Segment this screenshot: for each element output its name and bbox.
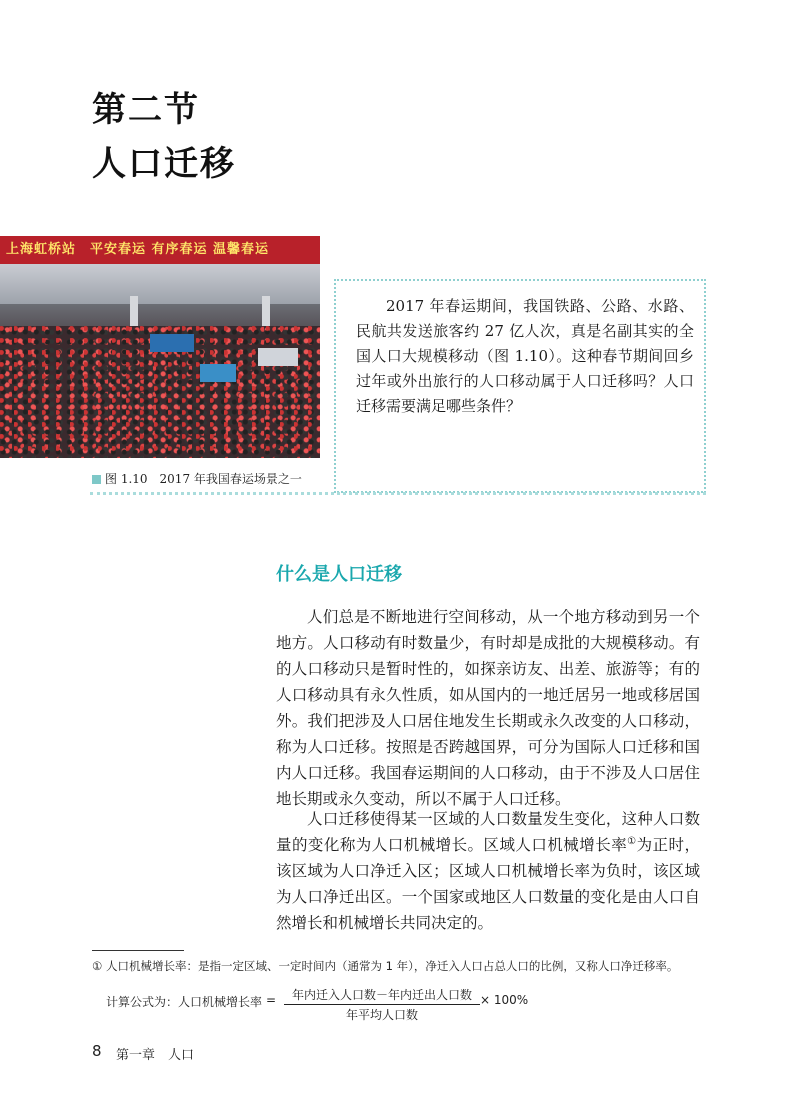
section-heading: 什么是人口迁移 <box>276 564 402 585</box>
chapter-label: 第一章 人口 <box>116 1048 195 1063</box>
page-title: 人口迁移 <box>92 144 236 184</box>
footnote-text: ① 人口机械增长率：是指一定区域、一定时间内（通常为 1 年），净迁入人口占总人口的比例，又称人口净迁移率。 <box>92 959 679 973</box>
photo-booth <box>150 334 194 352</box>
section-number: 第二节 <box>92 90 200 130</box>
body-paragraph-1: 人们总是不断地进行空间移动，从一个地方移动到另一个地方。人口移动有时数量少，有时却是成批的大规模移动。有的人口移动只是暂时性的，如探亲访友、出差、旅游等；有的人口移动具有永久性质，如从国内的一地迁居另一地或移居国外。我们把涉及人口居住地发生长期或永久改变的人口移动，称为人口迁移。按照是否跨越国界，可分为国际人口迁移和国内人口迁移。我国春运期间的人口移动，由于不涉及人口居住地长期或永久变动，所以不属于人口迁移。 <box>276 608 700 808</box>
body-paragraph-2 <box>276 806 700 936</box>
formula-equals: = <box>266 993 277 1007</box>
footnote-rule <box>92 950 184 951</box>
spring-festival-photo <box>0 236 320 458</box>
figure-caption <box>92 470 302 487</box>
intro-text: 2017 年春运期间，我国铁路、公路、水路、民航共发送旅客约 27 亿人次，真是名副其实的全国人口大规模移动（图 1.10）。这种春节期间回乡过年或外出旅行的人口移动属于人口迁移吗？人口迁移需要满足哪些条件？ <box>356 297 694 415</box>
formula-multiplier: × 100% <box>480 993 529 1007</box>
formula-fraction <box>284 986 480 1023</box>
formula-denominator: 年平均人口数 <box>345 1008 418 1022</box>
photo-ceiling <box>0 264 320 304</box>
photo-booth <box>200 364 236 382</box>
body-paragraph-2-part1: 人口迁移使得某一区域的人口数量发生变化，这种人口数量的变化称为人口机械增长。区域人口机械增长率 <box>276 810 700 854</box>
formula-label: 计算公式为：人口机械增长率 <box>106 995 263 1009</box>
page-number: 8 <box>92 1042 102 1060</box>
photo-banner: 上海虹桥站 平安春运 有序春运 温馨春运 <box>0 236 320 264</box>
intro-frame-bottom-rule <box>90 492 706 495</box>
footnote-ref[interactable]: ① <box>627 836 637 847</box>
body-paragraph-2-part2: 为正时，该区域为人口净迁入区；区域人口机械增长率为负时，该区域为人口净迁出区。一个国家或地区人口数量的变化是由人口自然增长和机械增长共同决定的。 <box>276 836 700 932</box>
formula-numerator: 年内迁入人口数－年内迁出人口数 <box>284 986 480 1005</box>
caption-marker-icon <box>92 475 101 484</box>
figure-caption-text: 图 1.10 2017 年我国春运场景之一 <box>105 472 302 486</box>
photo-booth <box>258 348 298 366</box>
